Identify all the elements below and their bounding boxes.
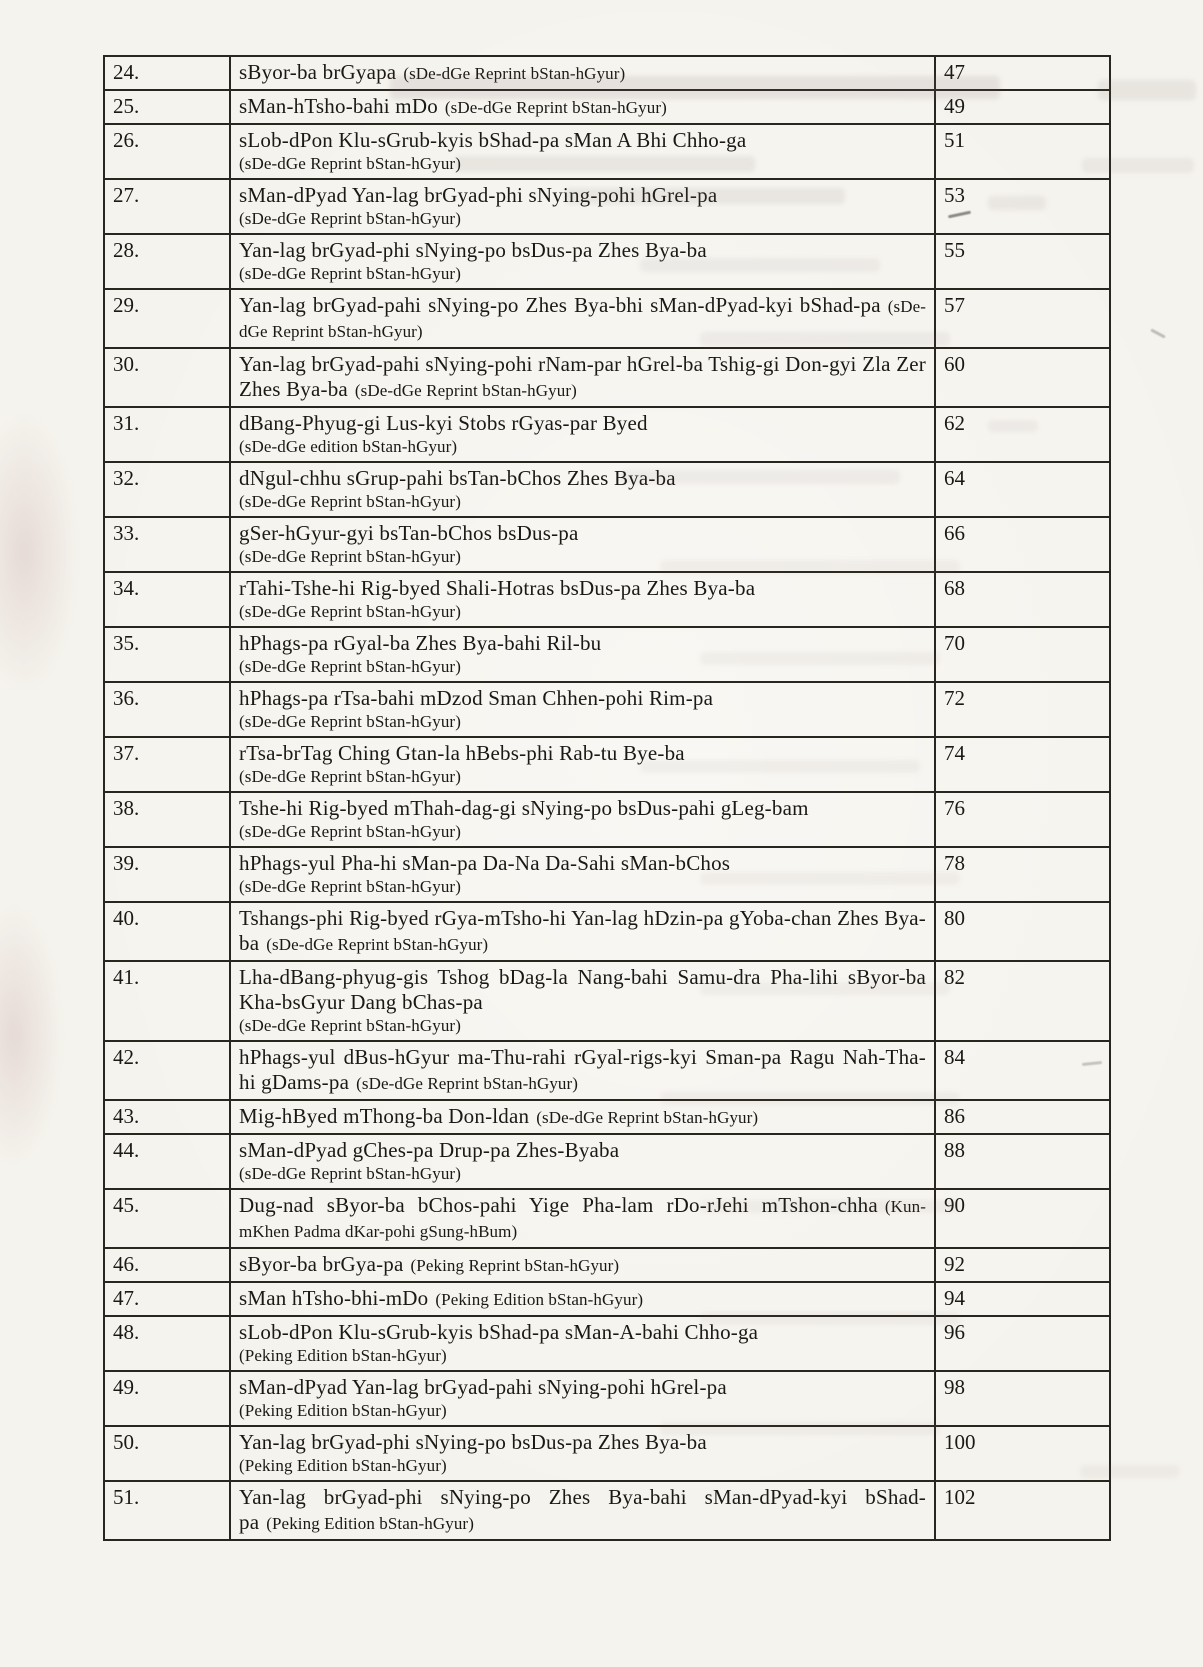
row-page-number: 96 (935, 1316, 1110, 1371)
table-row (104, 1282, 1110, 1316)
row-title: gSer-hGyur-gyi bsTan-bChos bsDus-pa (239, 521, 579, 545)
row-number: 45. (104, 1189, 230, 1248)
row-title-cell (230, 90, 935, 124)
row-page-number: 72 (935, 682, 1110, 737)
row-title: Mig-hByed mThong-ba Don-ldan (239, 1104, 530, 1128)
row-title: hPhags-yul Pha-hi sMan-pa Da-Na Da-Sahi sMan-bChos (239, 851, 731, 875)
row-number: 32. (104, 462, 230, 517)
row-page-number: 74 (935, 737, 1110, 792)
row-page-number: 86 (935, 1100, 1110, 1134)
row-title: hPhags-pa rTsa-bahi mDzod Sman Chhen-pohi Rim-pa (239, 686, 714, 710)
row-number: 29. (104, 289, 230, 348)
row-source: (sDe-dGe Reprint bStan-hGyur) (239, 1016, 461, 1035)
row-page-number: 47 (935, 56, 1110, 90)
table-row (104, 1041, 1110, 1100)
row-number: 25. (104, 90, 230, 124)
row-title-cell (230, 407, 935, 462)
row-number: 49. (104, 1371, 230, 1426)
row-title: Tshangs-phi Rig-byed rGya-mTsho-hi Yan-lag hDzin-pa gYoba-chan Zhes Bya-ba (239, 906, 926, 955)
row-title: Lha-dBang-phyug-gis Tshog bDag-la Nang-bahi Samu-dra Pha-lihi sByor-ba Kha-bsGyur Dang bChas-pa (239, 965, 926, 1014)
row-page-number: 68 (935, 572, 1110, 627)
row-title: rTahi-Tshe-hi Rig-byed Shali-Hotras bsDus-pa Zhes Bya-ba (239, 576, 756, 600)
catalog-table-body (104, 56, 1110, 1540)
row-title-cell (230, 517, 935, 572)
row-page-number: 82 (935, 961, 1110, 1041)
row-number: 42. (104, 1041, 230, 1100)
row-title-cell (230, 56, 935, 90)
row-number: 38. (104, 792, 230, 847)
row-number: 27. (104, 179, 230, 234)
row-number: 35. (104, 627, 230, 682)
row-number: 37. (104, 737, 230, 792)
row-page-number: 66 (935, 517, 1110, 572)
row-source: (sDe-dGe Reprint bStan-hGyur) (239, 602, 461, 621)
table-row (104, 792, 1110, 847)
row-source: (sDe-dGe Reprint bStan-hGyur) (239, 297, 926, 341)
row-title: Yan-lag brGyad-phi sNying-po Zhes Bya-bahi sMan-dPyad-kyi bShad-pa (239, 1485, 926, 1534)
row-title: sMan hTsho-bhi-mDo (239, 1286, 429, 1310)
row-page-number: 98 (935, 1371, 1110, 1426)
row-title-cell (230, 179, 935, 234)
table-row (104, 1248, 1110, 1282)
row-source: (sDe-dGe Reprint bStan-hGyur) (444, 98, 667, 117)
row-source: (sDe-dGe Reprint bStan-hGyur) (239, 547, 461, 566)
row-title-cell (230, 234, 935, 289)
row-title-cell (230, 1316, 935, 1371)
table-row (104, 1481, 1110, 1540)
row-title-cell (230, 1189, 935, 1248)
table-row (104, 682, 1110, 737)
row-page-number: 51 (935, 124, 1110, 179)
row-page-number: 94 (935, 1282, 1110, 1316)
row-source: (sDe-dGe edition bStan-hGyur) (239, 437, 458, 456)
row-number: 41. (104, 961, 230, 1041)
row-title-cell (230, 1041, 935, 1100)
row-source: (sDe-dGe Reprint bStan-hGyur) (239, 877, 461, 896)
table-row (104, 348, 1110, 407)
row-source: (sDe-dGe Reprint bStan-hGyur) (239, 1164, 461, 1183)
row-number: 36. (104, 682, 230, 737)
row-number: 51. (104, 1481, 230, 1540)
row-title: Yan-lag brGyad-phi sNying-po bsDus-pa Zhes Bya-ba (239, 238, 707, 262)
row-number: 44. (104, 1134, 230, 1189)
row-title-cell (230, 462, 935, 517)
scan-smudge (0, 900, 64, 1170)
row-title-cell (230, 1426, 935, 1481)
row-title: sMan-hTsho-bahi mDo (239, 94, 438, 118)
table-row (104, 847, 1110, 902)
scan-smudge (0, 408, 80, 698)
table-row (104, 124, 1110, 179)
table-row (104, 1316, 1110, 1371)
row-source: (sDe-dGe Reprint bStan-hGyur) (239, 657, 461, 676)
row-title-cell (230, 1100, 935, 1134)
row-source: (sDe-dGe Reprint bStan-hGyur) (239, 209, 461, 228)
row-number: 46. (104, 1248, 230, 1282)
row-source: (Peking Edition bStan-hGyur) (239, 1401, 447, 1420)
row-source: (sDe-dGe Reprint bStan-hGyur) (239, 154, 461, 173)
row-number: 30. (104, 348, 230, 407)
row-source: (sDe-dGe Reprint bStan-hGyur) (266, 935, 489, 954)
table-row (104, 902, 1110, 961)
row-page-number: 49 (935, 90, 1110, 124)
table-row (104, 1100, 1110, 1134)
row-title: sMan-dPyad Yan-lag brGyad-pahi sNying-pohi hGrel-pa (239, 1375, 727, 1399)
row-page-number: 70 (935, 627, 1110, 682)
catalog-table (103, 55, 1111, 1541)
row-title-cell (230, 1282, 935, 1316)
row-page-number: 57 (935, 289, 1110, 348)
row-number: 31. (104, 407, 230, 462)
row-title-cell (230, 902, 935, 961)
table-row (104, 90, 1110, 124)
row-title: sLob-dPon Klu-sGrub-kyis bShad-pa sMan A Bhi Chho-ga (239, 128, 747, 152)
row-title: sByor-ba brGya-pa (239, 1252, 404, 1276)
row-source: (sDe-dGe Reprint bStan-hGyur) (354, 381, 577, 400)
table-row (104, 1134, 1110, 1189)
row-page-number: 88 (935, 1134, 1110, 1189)
row-source: (sDe-dGe Reprint bStan-hGyur) (239, 767, 461, 786)
row-source: (sDe-dGe Reprint bStan-hGyur) (239, 492, 461, 511)
row-page-number: 76 (935, 792, 1110, 847)
row-number: 39. (104, 847, 230, 902)
row-page-number: 60 (935, 348, 1110, 407)
table-row (104, 289, 1110, 348)
row-page-number: 64 (935, 462, 1110, 517)
row-source: (Peking Edition bStan-hGyur) (239, 1346, 447, 1365)
row-source: (sDe-dGe Reprint bStan-hGyur) (356, 1074, 579, 1093)
table-row (104, 627, 1110, 682)
row-title: hPhags-yul dBus-hGyur ma-Thu-rahi rGyal-rigs-kyi Sman-pa Ragu Nah-Tha-hi gDams-pa (239, 1045, 926, 1094)
row-number: 43. (104, 1100, 230, 1134)
table-row (104, 462, 1110, 517)
row-source: (sDe-dGe Reprint bStan-hGyur) (536, 1108, 759, 1127)
row-page-number: 84 (935, 1041, 1110, 1100)
table-row (104, 572, 1110, 627)
table-row (104, 1189, 1110, 1248)
row-title: dBang-Phyug-gi Lus-kyi Stobs rGyas-par Byed (239, 411, 648, 435)
table-row (104, 1426, 1110, 1481)
row-title-cell (230, 1371, 935, 1426)
row-page-number: 55 (935, 234, 1110, 289)
row-page-number: 78 (935, 847, 1110, 902)
row-title: Yan-lag brGyad-pahi sNying-pohi rNam-par hGrel-ba Tshig-gi Don-gyi Zla Zer Zhes Bya-ba (239, 352, 926, 401)
row-page-number: 62 (935, 407, 1110, 462)
row-title: Tshe-hi Rig-byed mThah-dag-gi sNying-po bsDus-pahi gLeg-bam (239, 796, 809, 820)
row-title-cell (230, 737, 935, 792)
row-page-number: 102 (935, 1481, 1110, 1540)
row-title-cell (230, 1481, 935, 1540)
table-row (104, 1371, 1110, 1426)
row-title-cell (230, 289, 935, 348)
row-source: (Kun-mKhen Padma dKar-pohi gSung-hBum) (239, 1197, 926, 1241)
table-row (104, 517, 1110, 572)
row-title: sMan-dPyad Yan-lag brGyad-phi sNying-pohi hGrel-pa (239, 183, 718, 207)
row-source: (sDe-dGe Reprint bStan-hGyur) (403, 64, 626, 83)
row-title: Yan-lag brGyad-pahi sNying-po Zhes Bya-bhi sMan-dPyad-kyi bShad-pa (239, 293, 881, 317)
row-source: (Peking Edition bStan-hGyur) (266, 1514, 474, 1533)
row-title-cell (230, 1134, 935, 1189)
row-number: 48. (104, 1316, 230, 1371)
row-source: (Peking Reprint bStan-hGyur) (410, 1256, 620, 1275)
row-source: (sDe-dGe Reprint bStan-hGyur) (239, 712, 461, 731)
row-title-cell (230, 961, 935, 1041)
bleed-through-artifact (1098, 80, 1196, 100)
row-title: sMan-dPyad gChes-pa Drup-pa Zhes-Byaba (239, 1138, 620, 1162)
row-page-number: 53 (935, 179, 1110, 234)
row-number: 24. (104, 56, 230, 90)
row-number: 40. (104, 902, 230, 961)
row-title-cell (230, 682, 935, 737)
row-number: 34. (104, 572, 230, 627)
row-page-number: 100 (935, 1426, 1110, 1481)
row-title-cell (230, 1248, 935, 1282)
row-title: sLob-dPon Klu-sGrub-kyis bShad-pa sMan-A-bahi Chho-ga (239, 1320, 759, 1344)
row-number: 28. (104, 234, 230, 289)
row-title: sByor-ba brGyapa (239, 60, 397, 84)
row-title-cell (230, 792, 935, 847)
row-title-cell (230, 124, 935, 179)
row-number: 33. (104, 517, 230, 572)
row-title: hPhags-pa rGyal-ba Zhes Bya-bahi Ril-bu (239, 631, 602, 655)
row-source: (Peking Edition bStan-hGyur) (435, 1290, 644, 1309)
row-source: (sDe-dGe Reprint bStan-hGyur) (239, 264, 461, 283)
row-source: (Peking Edition bStan-hGyur) (239, 1456, 447, 1475)
row-title-cell (230, 348, 935, 407)
table-row (104, 961, 1110, 1041)
row-number: 50. (104, 1426, 230, 1481)
row-title-cell (230, 847, 935, 902)
table-row (104, 737, 1110, 792)
row-number: 47. (104, 1282, 230, 1316)
table-row (104, 56, 1110, 90)
row-title: Dug-nad sByor-ba bChos-pahi Yige Pha-lam rDo-rJehi mTshon-chha (239, 1193, 878, 1217)
row-page-number: 80 (935, 902, 1110, 961)
table-row (104, 234, 1110, 289)
row-title: Yan-lag brGyad-phi sNying-po bsDus-pa Zhes Bya-ba (239, 1430, 707, 1454)
row-title-cell (230, 572, 935, 627)
row-title-cell (230, 627, 935, 682)
row-page-number: 90 (935, 1189, 1110, 1248)
row-title: dNgul-chhu sGrup-pahi bsTan-bChos Zhes Bya-ba (239, 466, 676, 490)
pen-mark (1150, 328, 1166, 338)
row-page-number: 92 (935, 1248, 1110, 1282)
table-row (104, 407, 1110, 462)
row-number: 26. (104, 124, 230, 179)
row-source: (sDe-dGe Reprint bStan-hGyur) (239, 822, 461, 841)
table-row (104, 179, 1110, 234)
row-title: rTsa-brTag Ching Gtan-la hBebs-phi Rab-tu Bye-ba (239, 741, 685, 765)
